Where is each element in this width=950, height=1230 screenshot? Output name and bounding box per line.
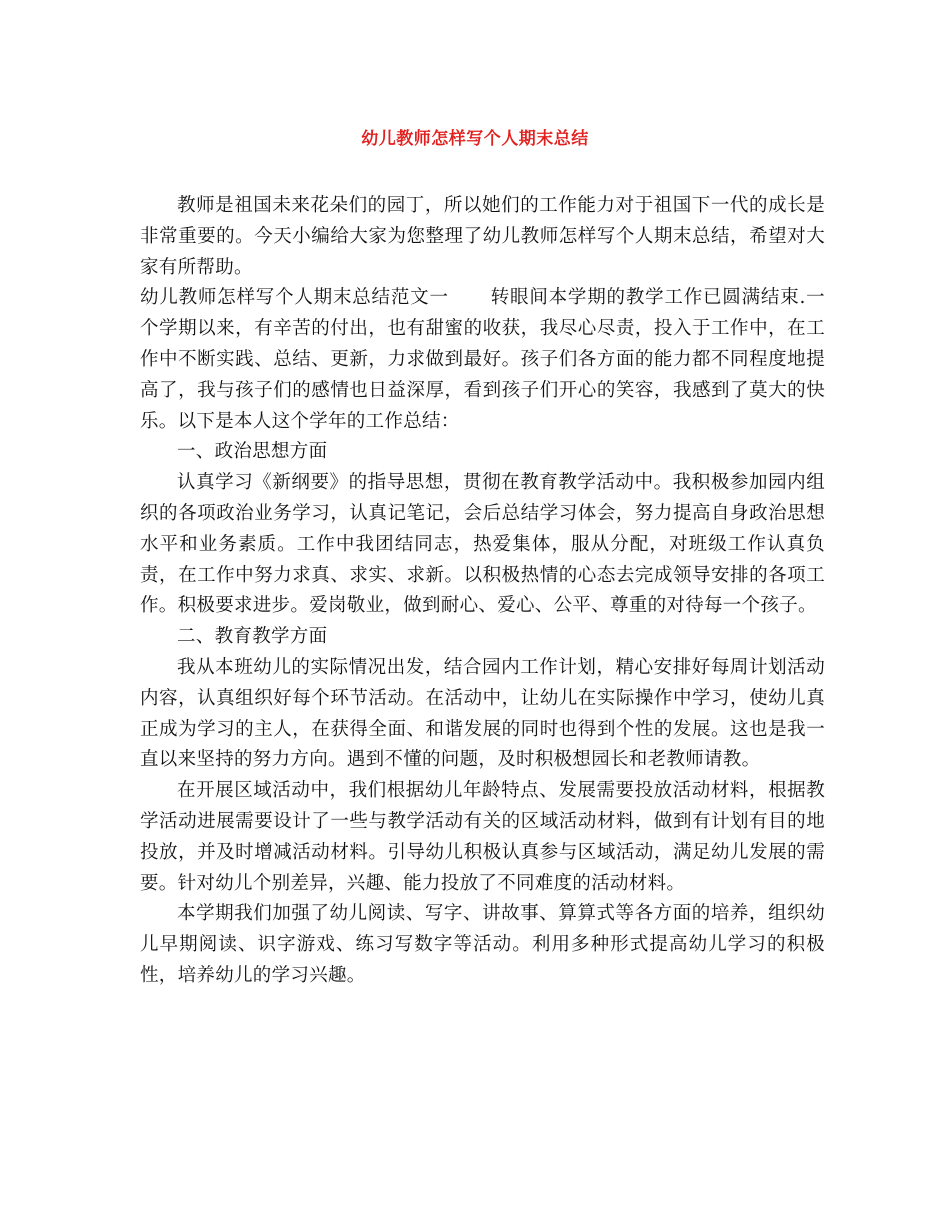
sample-opening: 转眼间本学期的教学工作已圆满结束.一个学期以来，有辛苦的付出，也有甜蜜的收获，我尽心尽责，投入于工作中，在工作中不断实践、总结、更新，力求做到最好。孩子们各方面的能力都不同程度地提高了，我与孩子们的感情也日益深厚，看到孩子们开心的笑容，我感到了莫大的快乐。以下是本人这个学年的工作总结： — [140, 287, 825, 432]
sample-paragraph — [140, 283, 825, 437]
document-body — [140, 191, 825, 992]
document-title: 幼儿教师怎样写个人期末总结 — [361, 129, 589, 149]
sample-label: 幼儿教师怎样写个人期末总结范文一 — [140, 287, 449, 309]
section-body-teaching-1: 我从本班幼儿的实际情况出发，结合园内工作计划，精心安排好每周计划活动内容，认真组织好每个环节活动。在活动中，让幼儿在实际操作中学习，使幼儿真正成为学习的主人，在获得全面、和谐发展的同时也得到个性的发展。这也是我一直以来坚持的努力方向。遇到不懂的问题，及时积极想园长和老教师请教。 — [140, 656, 825, 771]
intro-paragraph: 教师是祖国未来花朵们的园丁，所以她们的工作能力对于祖国下一代的成长是非常重要的。今天小编给大家为您整理了幼儿教师怎样写个人期末总结，希望对大家有所帮助。 — [140, 195, 825, 278]
section-body-teaching-2: 在开展区域活动中，我们根据幼儿年龄特点、发展需要投放活动材料，根据教学活动进展需要设计了一些与教学活动有关的区域活动材料，做到有计划有目的地投放，并及时增减活动材料。引导幼儿积极认真参与区域活动，满足幼儿发展的需要。针对幼儿个别差异，兴趣、能力投放了不同难度的活动材料。 — [140, 780, 825, 894]
section-body-politics: 认真学习《新纲要》的指导思想，贯彻在教育教学活动中。我积极参加园内组织的各项政治业务学习，认真记笔记，会后总结学习体会，努力提高自身政治思想水平和业务素质。工作中我团结同志，热爱集体，服从分配，对班级工作认真负责，在工作中努力求真、求实、求新。以积极热情的心态去完成领导安排的各项工作。积极要求进步。爱岗敬业，做到耐心、爱心、公平、尊重的对待每一个孩子。 — [140, 472, 825, 617]
section-heading-politics: 一、政治思想方面 — [177, 441, 328, 463]
section-heading-teaching: 二、教育教学方面 — [177, 626, 328, 648]
section-body-teaching-3: 本学期我们加强了幼儿阅读、写字、讲故事、算算式等各方面的培养，组织幼儿早期阅读、识字游戏、练习写数字等活动。利用多种形式提高幼儿学习的积极性，培养幼儿的学习兴趣。 — [140, 903, 825, 986]
